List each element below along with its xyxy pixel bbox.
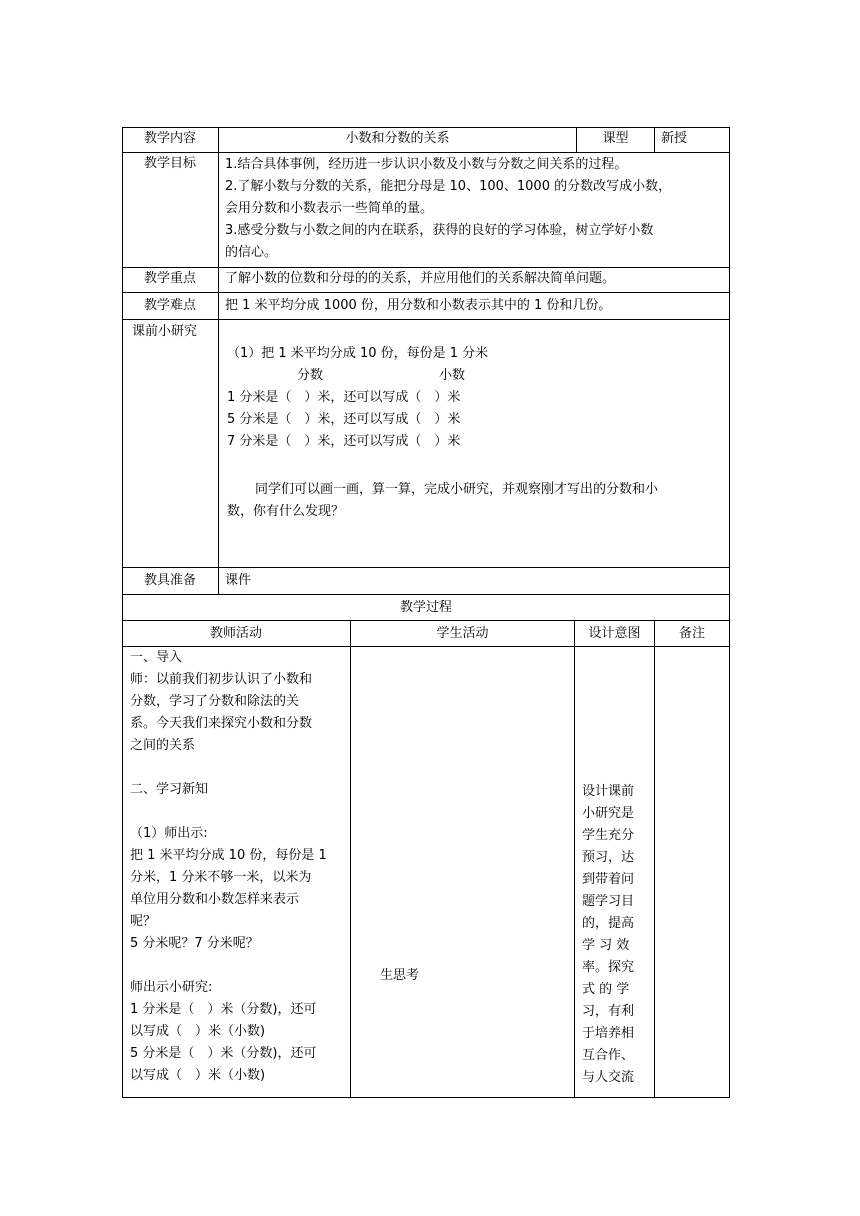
col-student: 学生活动	[436, 626, 489, 641]
label-preview: 课前小研究	[132, 324, 198, 339]
teacher-line: 师出示小研究:	[130, 980, 213, 995]
tools-text: 课件	[225, 573, 252, 588]
preview-line: 5 分米是（ ）米，还可以写成（ ）米	[227, 412, 461, 427]
preview-lines	[227, 387, 722, 453]
intent-line: 学生充分	[582, 828, 635, 843]
intent-line: 互合作、	[582, 1048, 635, 1063]
goal-line: 2.了解小数与分数的关系，能把分母是 10、100、1000 的分数改写成小数，	[225, 179, 672, 194]
prompt-line: 同学们可以画一画，算一算，完成小研究，并观察刚才写出的分数和小	[255, 482, 659, 497]
preview-col-fraction: 分数	[297, 368, 324, 383]
teacher-line: 分米，1 分米不够一米，以米为	[130, 870, 312, 885]
teacher-line: 之间的关系	[130, 738, 196, 753]
lesson-type: 新授	[661, 131, 688, 146]
preview-prompt	[227, 479, 727, 523]
preview-line: 1 分米是（ ）米，还可以写成（ ）米	[227, 390, 461, 405]
goal-line: 1.结合具体事例，经历进一步认识小数及小数与分数之间关系的过程。	[225, 157, 628, 172]
intent-line: 设计课前	[582, 784, 635, 799]
design-intent	[582, 781, 652, 1089]
intent-line: 式 的 学	[582, 982, 630, 997]
label-type: 课型	[602, 131, 629, 146]
intent-line: 学 习 效	[582, 938, 630, 953]
teacher-line: 呢？	[130, 914, 157, 929]
intent-line: 率。探究	[582, 960, 635, 975]
intent-line: 习，有利	[582, 1004, 635, 1019]
col-divider	[350, 620, 351, 1098]
goal-line: 的信心。	[225, 245, 278, 260]
intent-line: 于培养相	[582, 1026, 635, 1041]
col-note: 备注	[678, 626, 705, 641]
teacher-line: 把 1 米平均分成 10 份，每份是 1	[130, 848, 327, 863]
label-focus: 教学重点	[143, 271, 196, 286]
goals-text	[219, 154, 729, 264]
teacher-activity	[130, 647, 348, 1087]
teacher-line: 以写成（ ）米（小数)	[130, 1068, 266, 1083]
difficulty-text: 把 1 米平均分成 1000 份，用分数和小数表示其中的 1 份和几份。	[225, 298, 612, 313]
prompt-line: 数，你有什么发现？	[227, 504, 345, 519]
lesson-title: 小数和分数的关系	[345, 131, 450, 146]
col-divider	[654, 620, 655, 1098]
label-tools: 教具准备	[143, 573, 196, 588]
label-difficulty: 教学难点	[143, 298, 196, 313]
teacher-line: 以写成（ ）米（小数)	[130, 1024, 266, 1039]
focus-text: 了解小数的位数和分母的的关系，并应用他们的关系解决简单问题。	[225, 271, 616, 286]
label-goals: 教学目标	[143, 156, 196, 171]
row-divider	[122, 319, 730, 320]
goal-line: 会用分数和小数表示一些简单的量。	[225, 201, 434, 216]
student-activity: 生思考	[380, 968, 420, 983]
goal-line: 3.感受分数与小数之间的内在联系，获得的良好的学习体验，树立学好小数	[225, 223, 654, 238]
teacher-line: 1 分米是（ ）米（分数)，还可	[130, 1002, 317, 1017]
intent-line: 的，提高	[582, 916, 635, 931]
intent-line: 到带着问	[582, 872, 635, 887]
intent-line: 题学习目	[582, 894, 635, 909]
intent-line: 预习，达	[582, 850, 635, 865]
col-intent: 设计意图	[588, 626, 641, 641]
teacher-line: 5 分米呢？7 分米呢？	[130, 936, 259, 951]
teacher-line: 一、导入	[130, 650, 183, 665]
table-border	[122, 1097, 730, 1098]
teacher-line: 分数，学习了分数和除法的关	[130, 694, 300, 709]
label-content: 教学内容	[143, 131, 196, 146]
preview-intro: （1）把 1 米平均分成 10 份，每份是 1 分米	[227, 346, 489, 361]
process-title: 教学过程	[399, 600, 452, 615]
teacher-line	[130, 801, 348, 823]
teacher-line: 二、学习新知	[130, 782, 209, 797]
preview-col-decimal: 小数	[439, 368, 466, 383]
intent-line: 小研究是	[582, 806, 635, 821]
teacher-line: （1）师出示:	[130, 826, 208, 841]
preview-line: 7 分米是（ ）米，还可以写成（ ）米	[227, 434, 461, 449]
intent-line: 与人交流	[582, 1070, 635, 1085]
col-teacher: 教师活动	[209, 626, 262, 641]
lesson-plan-table	[122, 127, 730, 1098]
teacher-line: 师：以前我们初步认识了小数和	[130, 672, 313, 687]
teacher-line: 单位用分数和小数怎样来表示	[130, 892, 300, 907]
col-divider	[574, 620, 575, 1098]
teacher-line	[130, 757, 348, 779]
teacher-line	[130, 955, 348, 977]
teacher-line: 系。今天我们来探究小数和分数	[130, 716, 313, 731]
teacher-line: 5 分米是（ ）米（分数)，还可	[130, 1046, 317, 1061]
